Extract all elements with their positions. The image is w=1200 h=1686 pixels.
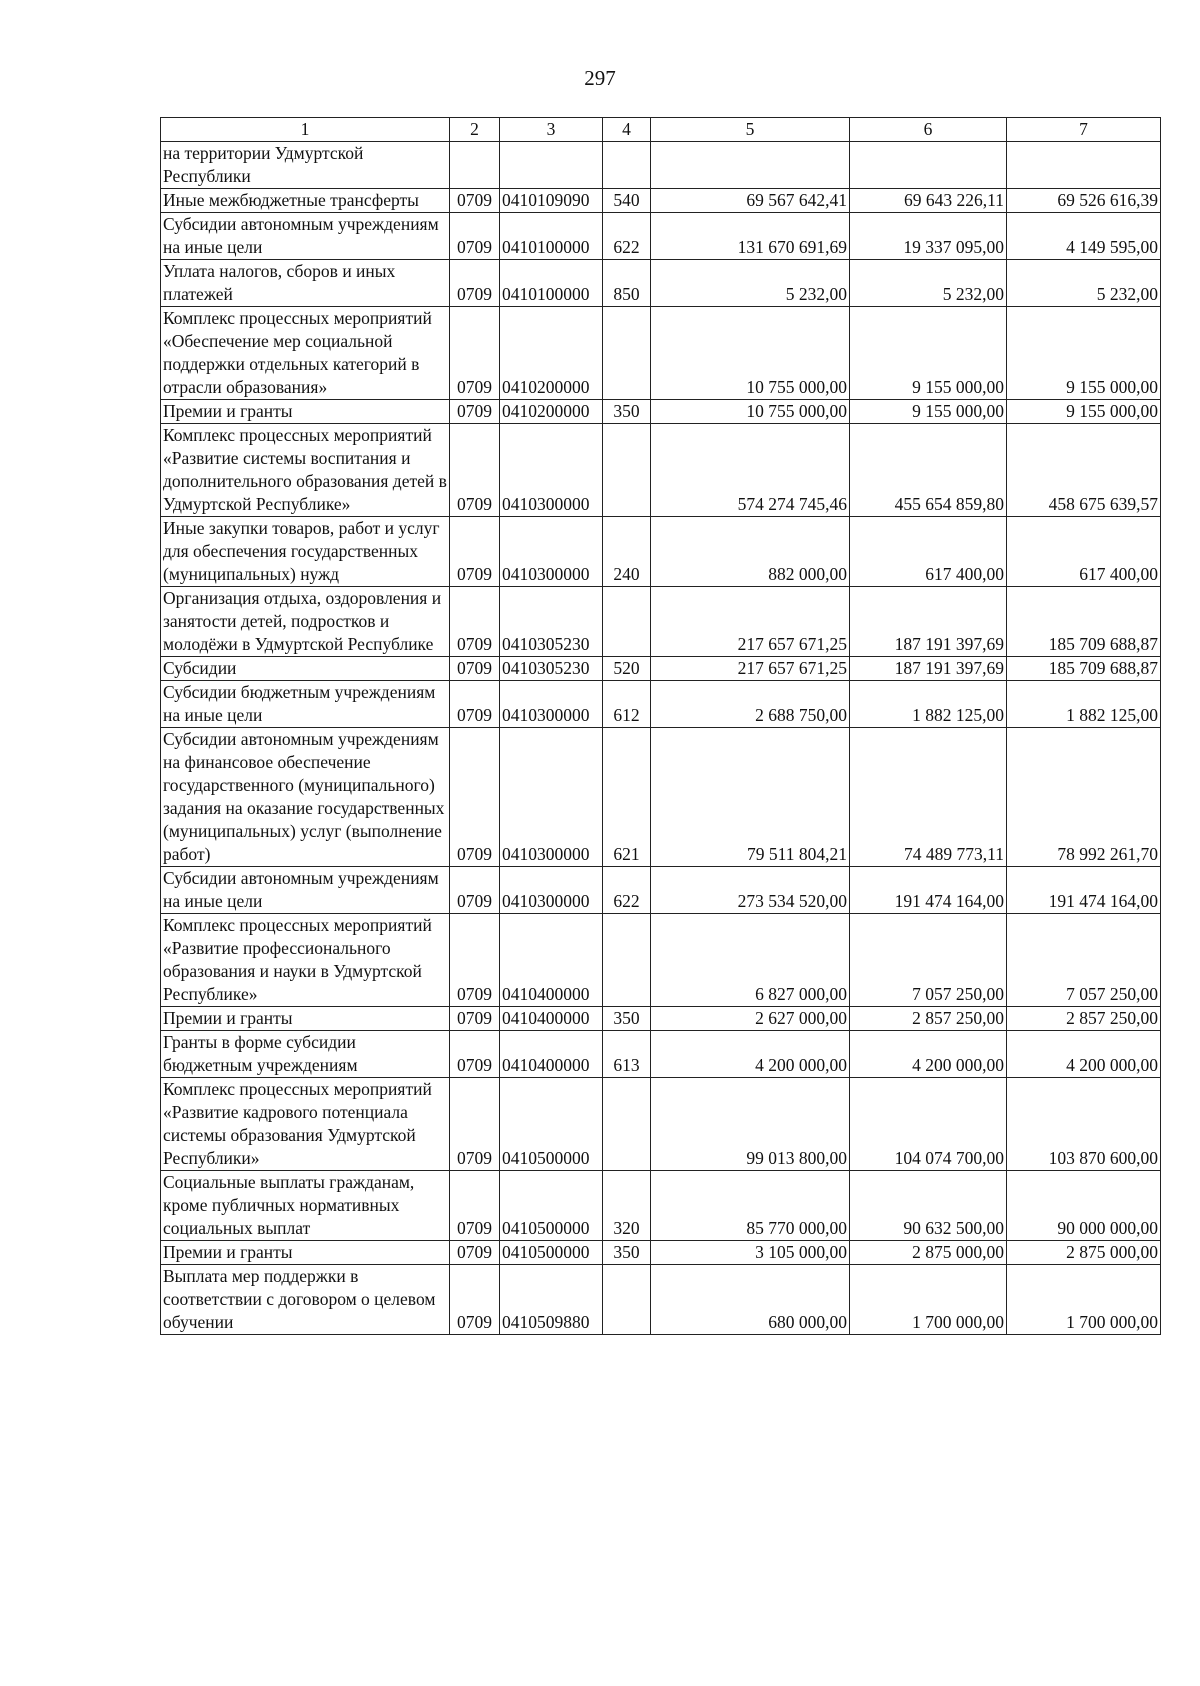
row-value-col5 xyxy=(651,142,850,189)
row-value-col7: 617 400,00 xyxy=(1007,517,1161,587)
row-name-cell: Комплекс процессных мероприятий «Развитие профессионального образования и науки в Удмуртской Республике» xyxy=(161,914,450,1007)
row-expense-type: 850 xyxy=(603,260,651,307)
row-value-col6: 2 875 000,00 xyxy=(850,1241,1007,1265)
row-value-col6: 4 200 000,00 xyxy=(850,1031,1007,1078)
row-expense-type xyxy=(603,424,651,517)
table-row xyxy=(161,213,1161,260)
row-section-code: 0709 xyxy=(450,307,500,400)
table-row xyxy=(161,867,1161,914)
table-row xyxy=(161,142,1161,189)
row-target-code: 0410300000 xyxy=(500,728,603,867)
row-target-code: 0410509880 xyxy=(500,1265,603,1335)
row-value-col5: 217 657 671,25 xyxy=(651,657,850,681)
row-name-cell: Премии и гранты xyxy=(161,1007,450,1031)
row-name-cell: Субсидии xyxy=(161,657,450,681)
row-value-col6: 74 489 773,11 xyxy=(850,728,1007,867)
row-value-col7: 5 232,00 xyxy=(1007,260,1161,307)
row-section-code: 0709 xyxy=(450,189,500,213)
row-value-col5: 6 827 000,00 xyxy=(651,914,850,1007)
row-section-code: 0709 xyxy=(450,1241,500,1265)
row-value-col5: 4 200 000,00 xyxy=(651,1031,850,1078)
row-value-col7: 458 675 639,57 xyxy=(1007,424,1161,517)
row-target-code: 0410109090 xyxy=(500,189,603,213)
header-col-5: 5 xyxy=(651,118,850,142)
row-expense-type xyxy=(603,914,651,1007)
row-section-code: 0709 xyxy=(450,657,500,681)
row-target-code: 0410200000 xyxy=(500,307,603,400)
row-expense-type: 520 xyxy=(603,657,651,681)
row-target-code: 0410500000 xyxy=(500,1241,603,1265)
table-row xyxy=(161,657,1161,681)
row-name-cell: Субсидии автономным учреждениям на финансовое обеспечение государственного (муниципального) задания на оказание государственных (муниципальных) услуг (выполнение работ) xyxy=(161,728,450,867)
row-name-cell: Уплата налогов, сборов и иных платежей xyxy=(161,260,450,307)
row-section-code: 0709 xyxy=(450,681,500,728)
header-row xyxy=(161,118,1161,142)
row-section-code: 0709 xyxy=(450,587,500,657)
row-value-col6: 9 155 000,00 xyxy=(850,400,1007,424)
row-expense-type xyxy=(603,142,651,189)
row-expense-type xyxy=(603,1265,651,1335)
row-value-col5: 3 105 000,00 xyxy=(651,1241,850,1265)
table-row xyxy=(161,914,1161,1007)
row-expense-type: 350 xyxy=(603,1007,651,1031)
row-target-code: 0410500000 xyxy=(500,1171,603,1241)
row-section-code: 0709 xyxy=(450,728,500,867)
row-value-col6: 69 643 226,11 xyxy=(850,189,1007,213)
row-value-col7 xyxy=(1007,142,1161,189)
table-row xyxy=(161,189,1161,213)
row-value-col5: 2 627 000,00 xyxy=(651,1007,850,1031)
row-target-code: 0410305230 xyxy=(500,587,603,657)
row-target-code: 0410400000 xyxy=(500,1031,603,1078)
row-value-col7: 9 155 000,00 xyxy=(1007,307,1161,400)
row-section-code: 0709 xyxy=(450,260,500,307)
row-expense-type: 240 xyxy=(603,517,651,587)
row-value-col7: 185 709 688,87 xyxy=(1007,587,1161,657)
table-row xyxy=(161,1078,1161,1171)
row-section-code xyxy=(450,142,500,189)
table-row xyxy=(161,1171,1161,1241)
row-target-code: 0410200000 xyxy=(500,400,603,424)
row-target-code: 0410300000 xyxy=(500,424,603,517)
row-value-col5: 882 000,00 xyxy=(651,517,850,587)
row-expense-type xyxy=(603,1078,651,1171)
row-value-col5: 217 657 671,25 xyxy=(651,587,850,657)
row-value-col7: 9 155 000,00 xyxy=(1007,400,1161,424)
row-target-code: 0410500000 xyxy=(500,1078,603,1171)
table-row xyxy=(161,587,1161,657)
row-value-col7: 69 526 616,39 xyxy=(1007,189,1161,213)
row-name-cell: Субсидии автономным учреждениям на иные цели xyxy=(161,867,450,914)
row-value-col5: 99 013 800,00 xyxy=(651,1078,850,1171)
row-value-col7: 4 149 595,00 xyxy=(1007,213,1161,260)
row-expense-type: 350 xyxy=(603,1241,651,1265)
row-section-code: 0709 xyxy=(450,1007,500,1031)
row-target-code: 0410100000 xyxy=(500,213,603,260)
row-value-col7: 4 200 000,00 xyxy=(1007,1031,1161,1078)
row-value-col7: 1 700 000,00 xyxy=(1007,1265,1161,1335)
header-col-6: 6 xyxy=(850,118,1007,142)
row-name-cell: Иные межбюджетные трансферты xyxy=(161,189,450,213)
row-target-code xyxy=(500,142,603,189)
header-col-7: 7 xyxy=(1007,118,1161,142)
row-name-cell: Социальные выплаты гражданам, кроме публичных нормативных социальных выплат xyxy=(161,1171,450,1241)
row-name-cell: на территории Удмуртской Республики xyxy=(161,142,450,189)
row-target-code: 0410300000 xyxy=(500,517,603,587)
row-name-cell: Иные закупки товаров, работ и услуг для обеспечения государственных (муниципальных) нужд xyxy=(161,517,450,587)
row-value-col6: 617 400,00 xyxy=(850,517,1007,587)
row-value-col5: 680 000,00 xyxy=(651,1265,850,1335)
row-value-col6: 7 057 250,00 xyxy=(850,914,1007,1007)
row-value-col6: 1 700 000,00 xyxy=(850,1265,1007,1335)
row-target-code: 0410100000 xyxy=(500,260,603,307)
row-expense-type: 622 xyxy=(603,867,651,914)
row-value-col6: 187 191 397,69 xyxy=(850,657,1007,681)
row-expense-type: 540 xyxy=(603,189,651,213)
row-target-code: 0410400000 xyxy=(500,1007,603,1031)
row-value-col5: 574 274 745,46 xyxy=(651,424,850,517)
row-value-col7: 185 709 688,87 xyxy=(1007,657,1161,681)
row-name-cell: Комплекс процессных мероприятий «Обеспечение мер социальной поддержки отдельных категорий в отрасли образования» xyxy=(161,307,450,400)
row-value-col5: 79 511 804,21 xyxy=(651,728,850,867)
row-expense-type: 613 xyxy=(603,1031,651,1078)
row-value-col6: 1 882 125,00 xyxy=(850,681,1007,728)
row-value-col6: 2 857 250,00 xyxy=(850,1007,1007,1031)
table-row xyxy=(161,681,1161,728)
row-value-col5: 5 232,00 xyxy=(651,260,850,307)
row-value-col5: 10 755 000,00 xyxy=(651,307,850,400)
row-expense-type: 320 xyxy=(603,1171,651,1241)
row-section-code: 0709 xyxy=(450,400,500,424)
table-row xyxy=(161,1007,1161,1031)
row-value-col6 xyxy=(850,142,1007,189)
row-target-code: 0410305230 xyxy=(500,657,603,681)
row-value-col7: 78 992 261,70 xyxy=(1007,728,1161,867)
row-value-col6: 5 232,00 xyxy=(850,260,1007,307)
row-name-cell: Премии и гранты xyxy=(161,400,450,424)
table-row xyxy=(161,1031,1161,1078)
row-value-col6: 90 632 500,00 xyxy=(850,1171,1007,1241)
row-value-col7: 2 857 250,00 xyxy=(1007,1007,1161,1031)
row-section-code: 0709 xyxy=(450,1265,500,1335)
table-row xyxy=(161,307,1161,400)
row-section-code: 0709 xyxy=(450,1078,500,1171)
row-value-col6: 19 337 095,00 xyxy=(850,213,1007,260)
row-section-code: 0709 xyxy=(450,1171,500,1241)
row-expense-type: 350 xyxy=(603,400,651,424)
row-value-col6: 9 155 000,00 xyxy=(850,307,1007,400)
row-target-code: 0410400000 xyxy=(500,914,603,1007)
table-row xyxy=(161,1241,1161,1265)
row-name-cell: Гранты в форме субсидии бюджетным учреждениям xyxy=(161,1031,450,1078)
row-value-col7: 90 000 000,00 xyxy=(1007,1171,1161,1241)
table-row xyxy=(161,728,1161,867)
row-value-col7: 103 870 600,00 xyxy=(1007,1078,1161,1171)
row-value-col5: 10 755 000,00 xyxy=(651,400,850,424)
row-name-cell: Премии и гранты xyxy=(161,1241,450,1265)
row-name-cell: Субсидии автономным учреждениям на иные цели xyxy=(161,213,450,260)
row-value-col5: 273 534 520,00 xyxy=(651,867,850,914)
row-value-col6: 191 474 164,00 xyxy=(850,867,1007,914)
row-name-cell: Субсидии бюджетным учреждениям на иные цели xyxy=(161,681,450,728)
row-name-cell: Выплата мер поддержки в соответствии с договором о целевом обучении xyxy=(161,1265,450,1335)
row-section-code: 0709 xyxy=(450,1031,500,1078)
table-row xyxy=(161,1265,1161,1335)
header-col-2: 2 xyxy=(450,118,500,142)
row-value-col7: 1 882 125,00 xyxy=(1007,681,1161,728)
row-value-col7: 2 875 000,00 xyxy=(1007,1241,1161,1265)
row-value-col5: 69 567 642,41 xyxy=(651,189,850,213)
row-section-code: 0709 xyxy=(450,867,500,914)
row-target-code: 0410300000 xyxy=(500,681,603,728)
header-col-4: 4 xyxy=(603,118,651,142)
row-target-code: 0410300000 xyxy=(500,867,603,914)
row-expense-type: 621 xyxy=(603,728,651,867)
row-value-col7: 7 057 250,00 xyxy=(1007,914,1161,1007)
table-row xyxy=(161,424,1161,517)
row-section-code: 0709 xyxy=(450,517,500,587)
table-row xyxy=(161,260,1161,307)
budget-table xyxy=(160,117,1161,1335)
row-expense-type xyxy=(603,307,651,400)
row-expense-type: 612 xyxy=(603,681,651,728)
row-name-cell: Комплекс процессных мероприятий «Развитие системы воспитания и дополнительного образования детей в Удмуртской Республике» xyxy=(161,424,450,517)
row-value-col6: 104 074 700,00 xyxy=(850,1078,1007,1171)
header-col-3: 3 xyxy=(500,118,603,142)
row-expense-type: 622 xyxy=(603,213,651,260)
row-name-cell: Комплекс процессных мероприятий «Развитие кадрового потенциала системы образования Удмуртской Республики» xyxy=(161,1078,450,1171)
row-expense-type xyxy=(603,587,651,657)
table-row xyxy=(161,400,1161,424)
header-col-1: 1 xyxy=(161,118,450,142)
row-value-col5: 85 770 000,00 xyxy=(651,1171,850,1241)
row-value-col7: 191 474 164,00 xyxy=(1007,867,1161,914)
row-section-code: 0709 xyxy=(450,424,500,517)
row-value-col5: 2 688 750,00 xyxy=(651,681,850,728)
row-value-col6: 455 654 859,80 xyxy=(850,424,1007,517)
table-row xyxy=(161,517,1161,587)
page-number: 297 xyxy=(584,66,616,90)
row-value-col6: 187 191 397,69 xyxy=(850,587,1007,657)
row-value-col5: 131 670 691,69 xyxy=(651,213,850,260)
row-section-code: 0709 xyxy=(450,213,500,260)
row-section-code: 0709 xyxy=(450,914,500,1007)
row-name-cell: Организация отдыха, оздоровления и занятости детей, подростков и молодёжи в Удмуртской Республике xyxy=(161,587,450,657)
